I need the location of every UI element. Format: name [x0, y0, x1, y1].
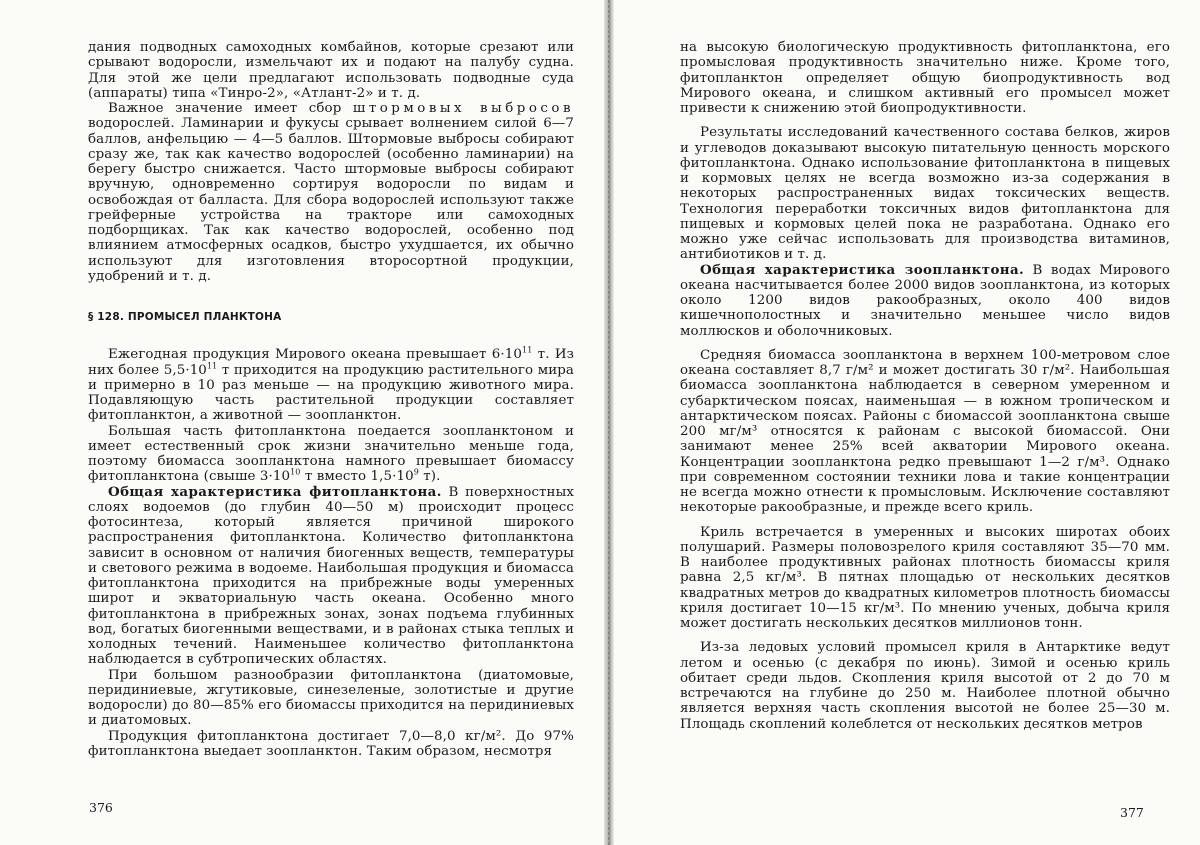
paragraph — [680, 263, 1170, 339]
paragraph — [88, 424, 574, 485]
paragraph: дания подводных самоходных комбайнов, которые срезают или срывают водоросли, измельчают их и подают на палубу судна. Для этой же цели предлагают использовать подводные суда (аппараты) типа «Тинро-2», «Атлант-2» и т. д. — [88, 40, 574, 101]
exponent: 11 — [207, 361, 217, 370]
section-heading: § 128. ПРОМЫСЕЛ ПЛАНКТОНА — [88, 310, 574, 325]
exponent: 10 — [290, 468, 300, 477]
text-run: Большая часть фитопланктона поедается зоопланктоном и имеет естественный срок жизни значительно меньше года, поэтому биомасса зоопланктона намного превышает биомассу фитопланктона (свыше 3·10 — [88, 424, 574, 485]
right-text-column — [680, 40, 1170, 732]
text-run: т вместо 1,5·10 — [300, 469, 413, 484]
paragraph — [88, 101, 574, 284]
left-page — [0, 0, 604, 845]
exponent: 9 — [414, 468, 419, 477]
text-run: Важное значение имеет сбор — [108, 101, 353, 116]
text-run: водорослей. Ламинарии и фукусы срывает волнением силой 6—7 баллов, анфельцию — 4—5 баллов. Штормовые выбросы собирают сразу же, так как качество водорослей (особенно ламинарии) на берегу быстро снижается. Часто штормовые выбросы собирают вручную, одновременно сортируя водоросли по видам и освобождая от балласта. Для сбора водорослей используют также грейферные устройства на тракторе или самоходных подборщиках. Так как качество водорослей, особенно под влиянием атмосферных осадков, быстро ухудшается, их обычно используют для изготовления второсортной продукции, удобрений и т. д. — [88, 116, 574, 284]
paragraph: Из-за ледовых условий промысел криля в Антарктике ведут летом и осенью (с декабря по июнь). Зимой и осенью криль обитает среди льдов. Скопления криля высотой от 2 до 70 м встречаются на глубине до 250 м. Наиболее плотной обычно является верхняя часть скопления высотой не более 25—30 м. Площадь скоплений колеблется от нескольких десятков метров — [680, 640, 1170, 732]
run-in-heading: Общая характеристика зоопланктона. — [700, 262, 1024, 278]
paragraph — [88, 347, 574, 423]
exponent: 11 — [522, 346, 532, 355]
text-run: В поверхностных слоях водоемов (до глубин 40—50 м) происходит процесс фотосинтеза, который является причиной широкого распространения фитопланктона. Количество фитопланктона зависит в основном от наличия биогенных веществ, температуры и светового режима в водоеме. Наибольшая продукция и биомасса фитопланктона приходится на прибрежные воды умеренных широт и экваториальную часть океана. Особенно много фитопланктона в прибрежных зонах, зонах подъема глубинных вод, богатых биогенными веществами, и в районах стыка теплых и холодных течений. Наименьшее количество фитопланктона наблюдается в субтропических областях. — [88, 485, 574, 668]
paragraph — [88, 485, 574, 668]
run-in-heading: Общая характеристика фитопланктона. — [108, 484, 442, 500]
paragraph: Продукция фитопланктона достигает 7,0—8,0 кг/м². До 97% фитопланктона выедает зоопланктон. Таким образом, несмотря — [88, 729, 574, 760]
text-run: В водах Мирового океана насчитывается более 2000 видов зоопланктона, из которых около 1200 видов ракообразных, около 400 видов кишечнополостных и значительно меньшее число видов моллюсков и оболочниковых. — [680, 263, 1170, 339]
text-run: т. Из них более 5,5·10 — [88, 347, 574, 377]
page-number: 376 — [89, 800, 113, 815]
paragraph: на высокую биологическую продуктивность фитопланктона, его промысловая продуктивность значительно ниже. Кроме того, фитопланктон определяет общую биопродуктивность вод Мирового океана, и слишком активный его промысел может привести к снижению этой биопродуктивности. — [680, 40, 1170, 116]
page-number: 377 — [1120, 805, 1144, 820]
text-run: т). — [419, 469, 441, 484]
text-run: т приходится на продукцию растительного мира и примерно в 10 раз меньше — на продукцию животного мира. Подавляющую часть растительной продукции составляет фитопланктон, а животной — зоопланктон. — [88, 363, 574, 424]
book-spine-gutter — [604, 0, 614, 845]
paragraph: Результаты исследований качественного состава белков, жиров и углеводов доказывают высокую питательную ценность морского фитопланктона. Однако использование фитопланктона в пищевых и кормовых целях не всегда возможно из-за содержания в некоторых распространенных видах токсических веществ. Технология переработки токсичных видов фитопланктона для пищевых и кормовых целей пока не разработана. Однако его можно уже сейчас использовать для производства витаминов, антибиотиков и т. д. — [680, 125, 1170, 262]
paragraph: Средняя биомасса зоопланктона в верхнем 100-метровом слое океана составляет 8,7 г/м² и может достигать 30 г/м². Наибольшая биомасса зоопланктона наблюдается в северном умеренном и субарктическом поясах, наименьшая — в южном тропическом и антарктическом поясах. Районы с биомассой зоопланктона свыше 200 мг/м³ относятся к районам с высокой биомассой. Они занимают менее 25% всей акватории Мирового океана. Концентрации зоопланктона редко превышают 1—2 г/м³. Однако при современном состоянии техники лова и такие концентрации не всегда можно отнести к промысловым. Исключение составляют некоторые ракообразные, и прежде всего криль. — [680, 348, 1170, 516]
paragraph: Криль встречается в умеренных и высоких широтах обоих полушарий. Размеры половозрелого криля составляют 35—70 мм. В наиболее продуктивных районах плотность биомассы криля равна 2,5 кг/м³. В пятнах площадью от нескольких десятков квадратных метров до квадратных километров плотность биомассы криля достигает 10—15 кг/м³. По мнению ученых, добыча криля может достигать нескольких десятков миллионов тонн. — [680, 525, 1170, 632]
emphasized-term: штормовых выбросов — [353, 101, 574, 116]
right-page — [614, 0, 1200, 845]
paragraph: При большом разнообразии фитопланктона (диатомовые, перидиниевые, жгутиковые, синезеленые, золотистые и другие водоросли) до 80—85% его биомассы приходится на перидиниевых и диатомовых. — [88, 668, 574, 729]
left-text-column — [88, 40, 574, 759]
text-run: Ежегодная продукция Мирового океана превышает 6·10 — [108, 347, 522, 362]
